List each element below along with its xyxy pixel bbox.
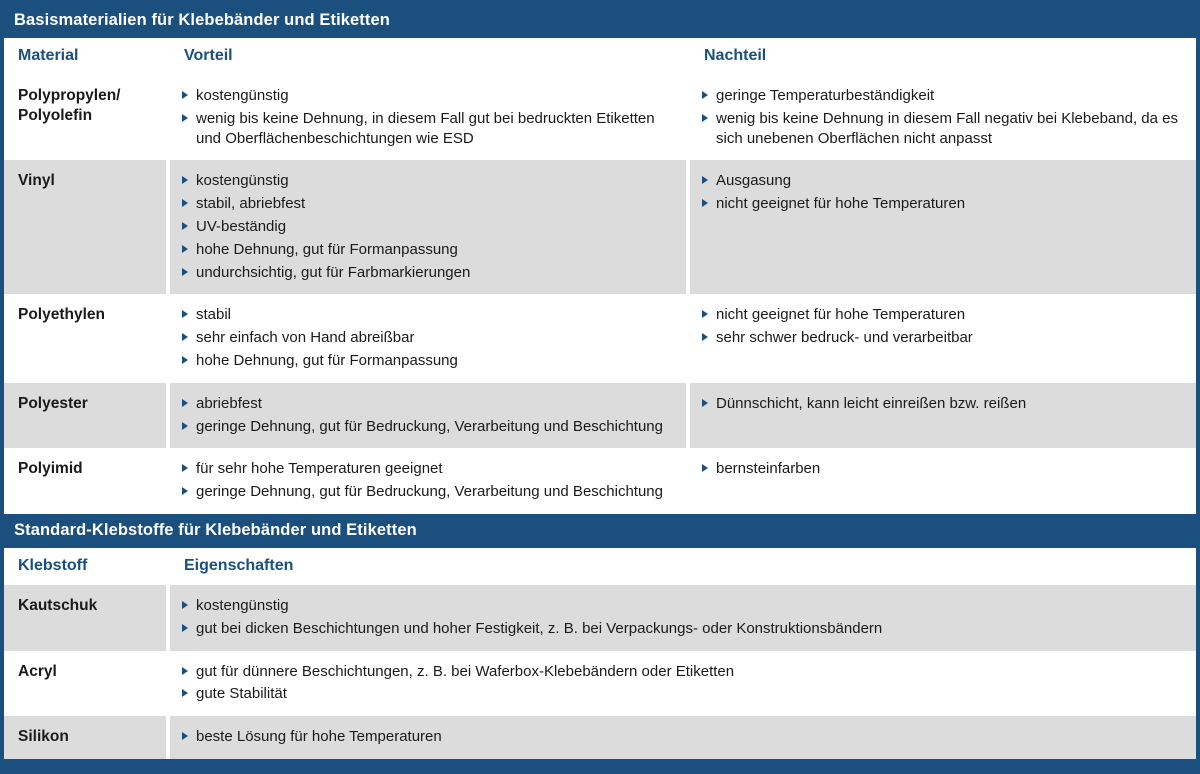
adhesives-table bbox=[4, 548, 1196, 759]
list-item bbox=[180, 619, 1184, 639]
pros-cell bbox=[168, 75, 688, 160]
list-item bbox=[180, 459, 674, 479]
cons-cell bbox=[688, 160, 1196, 294]
table-row bbox=[4, 716, 1196, 759]
list-item-text: Ausgasung bbox=[716, 172, 792, 190]
list-item bbox=[700, 86, 1184, 106]
materials-table bbox=[4, 38, 1196, 514]
section-title-adhesives: Standard-Klebstoffe für Klebebänder und Etiketten bbox=[0, 514, 1200, 548]
list-item bbox=[180, 394, 674, 414]
list-item bbox=[700, 194, 1184, 214]
table-row bbox=[4, 75, 1196, 160]
list-item-text: gut für dünnere Beschichtungen, z. B. bei Waferbox-Klebebändern oder Etiketten bbox=[196, 662, 735, 680]
material-name: Vinyl bbox=[4, 160, 168, 294]
list-item-text: sehr einfach von Hand abreißbar bbox=[196, 329, 415, 347]
list-item-text: abriebfest bbox=[196, 394, 262, 412]
list-item-text: kostengünstig bbox=[196, 172, 289, 190]
properties-cell bbox=[168, 585, 1196, 651]
list-item bbox=[180, 351, 674, 371]
list-item-text: hohe Dehnung, gut für Formanpassung bbox=[196, 351, 458, 369]
adhesive-name: Silikon bbox=[4, 716, 168, 759]
list-item-text: nicht geeignet für hohe Temperaturen bbox=[716, 306, 966, 324]
bottom-edge-bar bbox=[0, 759, 1200, 769]
pros-cell bbox=[168, 160, 688, 294]
list-item-text: beste Lösung für hohe Temperaturen bbox=[196, 728, 442, 746]
list-item-text: UV-beständig bbox=[196, 217, 287, 235]
section-title-materials: Basismaterialien für Klebebänder und Etiketten bbox=[0, 4, 1200, 38]
adhesive-name: Acryl bbox=[4, 651, 168, 717]
list-item-text: gute Stabilität bbox=[196, 685, 287, 703]
table-row bbox=[4, 160, 1196, 294]
list-item bbox=[700, 171, 1184, 191]
list-item bbox=[180, 240, 674, 260]
column-header-nachteil: Nachteil bbox=[688, 38, 1196, 75]
table-row bbox=[4, 651, 1196, 717]
list-item bbox=[700, 394, 1184, 414]
list-item bbox=[180, 596, 1184, 616]
cons-cell bbox=[688, 383, 1196, 449]
list-item bbox=[180, 482, 674, 502]
list-item bbox=[700, 459, 1184, 479]
table-row bbox=[4, 294, 1196, 382]
table-header-row bbox=[4, 38, 1196, 75]
material-name bbox=[4, 75, 168, 160]
column-header-klebstoff: Klebstoff bbox=[4, 548, 168, 585]
material-name: Polyethylen bbox=[4, 294, 168, 382]
table-row bbox=[4, 585, 1196, 651]
list-item-text: wenig bis keine Dehnung, in diesem Fall gut bei bedruckten Etiketten und Oberflächenbeschichtungen wie ESD bbox=[196, 109, 655, 147]
column-header-vorteil: Vorteil bbox=[168, 38, 688, 75]
adhesive-name: Kautschuk bbox=[4, 585, 168, 651]
list-item bbox=[700, 305, 1184, 325]
list-item-text: geringe Temperaturbeständigkeit bbox=[716, 87, 935, 104]
list-item bbox=[180, 86, 674, 106]
list-item-text: undurchsichtig, gut für Farbmarkierungen bbox=[196, 263, 471, 281]
table-header-row bbox=[4, 548, 1196, 585]
list-item bbox=[700, 328, 1184, 348]
column-header-material: Material bbox=[4, 38, 168, 75]
properties-cell bbox=[168, 716, 1196, 759]
table-row bbox=[4, 383, 1196, 449]
list-item bbox=[180, 194, 674, 214]
list-item-text: bernsteinfarben bbox=[716, 460, 821, 478]
properties-cell bbox=[168, 651, 1196, 717]
list-item-text: hohe Dehnung, gut für Formanpassung bbox=[196, 240, 458, 258]
table-row bbox=[4, 448, 1196, 514]
list-item bbox=[180, 328, 674, 348]
list-item bbox=[180, 217, 674, 237]
list-item bbox=[180, 305, 674, 325]
list-item-text: wenig bis keine Dehnung in diesem Fall negativ bei Klebeband, da es sich unebenen Oberflächen nicht anpasst bbox=[716, 109, 1178, 147]
material-name: Polyimid bbox=[4, 448, 168, 514]
pros-cell bbox=[168, 294, 688, 382]
material-label-line1: Polypropylen/ Polyolefin bbox=[18, 87, 121, 124]
list-item bbox=[180, 263, 674, 283]
list-item-text: für sehr hohe Temperaturen geeignet bbox=[196, 460, 443, 478]
list-item-text: geringe Dehnung, gut für Bedruckung, Verarbeitung und Beschichtung bbox=[196, 483, 663, 501]
list-item-text: kostengünstig bbox=[196, 87, 289, 104]
material-name: Polyester bbox=[4, 383, 168, 449]
list-item bbox=[180, 662, 1184, 682]
cons-cell bbox=[688, 294, 1196, 382]
cons-cell bbox=[688, 448, 1196, 514]
list-item bbox=[180, 727, 1184, 747]
list-item bbox=[700, 109, 1184, 149]
list-item bbox=[180, 109, 674, 149]
list-item-text: Dünnschicht, kann leicht einreißen bzw. reißen bbox=[716, 394, 1027, 412]
pros-cell bbox=[168, 383, 688, 449]
list-item-text: nicht geeignet für hohe Temperaturen bbox=[716, 195, 966, 213]
column-header-eigenschaften: Eigenschaften bbox=[168, 548, 1196, 585]
list-item-text: sehr schwer bedruck- und verarbeitbar bbox=[716, 329, 973, 347]
list-item-text: kostengünstig bbox=[196, 596, 289, 614]
pros-cell bbox=[168, 448, 688, 514]
list-item-text: gut bei dicken Beschichtungen und hoher Festigkeit, z. B. bei Verpackungs- oder Konstruktionsbändern bbox=[196, 619, 883, 637]
list-item-text: stabil bbox=[196, 306, 232, 324]
list-item-text: geringe Dehnung, gut für Bedruckung, Verarbeitung und Beschichtung bbox=[196, 417, 663, 435]
list-item bbox=[180, 417, 674, 437]
list-item-text: stabil, abriebfest bbox=[196, 195, 306, 213]
cons-cell bbox=[688, 75, 1196, 160]
list-item bbox=[180, 171, 674, 191]
list-item bbox=[180, 684, 1184, 704]
